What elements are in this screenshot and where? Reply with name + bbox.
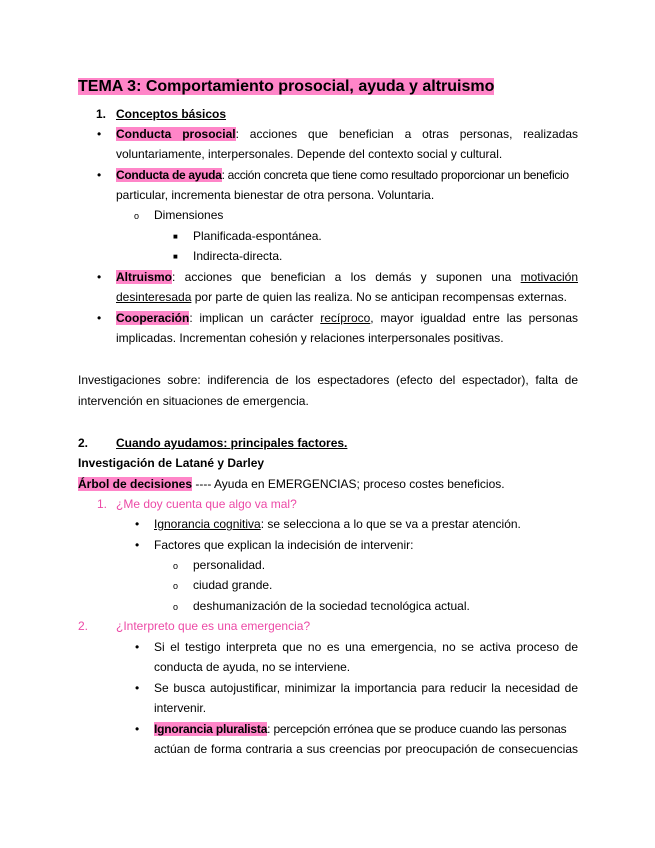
altruismo-line-1 [116, 267, 578, 288]
circle-bullet-icon: o [134, 211, 140, 221]
definition-text: ---- Ayuda en EMERGENCIAS; proceso costes beneficios. [192, 477, 505, 491]
dimension-item: Indirecta-directa. [193, 249, 283, 263]
underlined-text: motivación [520, 270, 578, 284]
autojustificar-line-2: intervenir. [154, 701, 207, 715]
testigo-line-1: Si el testigo interpreta que no es una emergencia, no se activa proceso de [154, 640, 578, 654]
underlined-text: desinteresada [116, 290, 192, 304]
autojustificar-line-1: Se busca autojustificar, minimizar la importancia para reducir la necesidad de [154, 681, 578, 695]
bullet-icon: • [135, 722, 140, 736]
circle-bullet-icon: o [173, 561, 179, 571]
circle-bullet-icon: o [173, 602, 179, 612]
section-1-number: 1. [96, 107, 107, 121]
term-ignorancia-pluralista: Ignorancia pluralista [154, 722, 268, 736]
investigaciones-line-1: Investigaciones sobre: indiferencia de los espectadores (efecto del espectador), falta de [78, 373, 578, 387]
bullet-icon: • [135, 640, 140, 654]
definition-text: : acciones que benefician a otras personas, realizadas [235, 127, 578, 141]
question-2: ¿Interpreto que es una emergencia? [116, 619, 311, 633]
definition-text: : se selecciona a lo que se va a prestar atención. [260, 517, 521, 531]
dimensiones-label: Dimensiones [154, 208, 224, 222]
factor-item: deshumanización de la sociedad tecnológica actual. [193, 599, 470, 613]
definition-text: : percepción errónea que se produce cuando las personas [267, 722, 567, 736]
bullet-icon: • [135, 517, 140, 531]
investigaciones-line-2: intervención en situaciones de emergencia. [78, 394, 309, 408]
cooperacion-line-2: implicadas. Incrementan cohesión y relaciones interpersonales positivas. [116, 331, 504, 345]
question-1: ¿Me doy cuenta que algo va mal? [116, 497, 297, 511]
bullet-icon: • [97, 168, 102, 182]
bullet-icon: • [135, 681, 140, 695]
square-bullet-icon: ■ [173, 232, 178, 241]
definition-text: , mayor igualdad entre las personas [370, 311, 578, 325]
factor-item: ciudad grande. [193, 578, 273, 592]
arbol-decisiones-line [78, 474, 505, 495]
term-ignorancia-cognitiva: Ignorancia cognitiva [154, 517, 261, 531]
term-cooperacion: Cooperación [116, 311, 190, 325]
factor-item: personalidad. [193, 558, 266, 572]
underlined-text: recíproco [320, 311, 371, 325]
question-1-number: 1. [97, 497, 108, 511]
definition-text: : implican un carácter [189, 311, 321, 325]
page-title [78, 77, 494, 97]
cooperacion-line-1 [116, 308, 578, 329]
term-altruismo: Altruismo [116, 270, 173, 284]
bullet-icon: • [97, 270, 102, 284]
conducta-ayuda-line-2: particular, incrementa bienestar de otra persona. Voluntaria. [116, 188, 435, 202]
subheading-latane-darley: Investigación de Latané y Darley [78, 456, 265, 470]
dimension-item: Planificada-espontánea. [193, 229, 322, 243]
square-bullet-icon: ■ [173, 252, 178, 261]
conducta-prosocial-line-1 [116, 124, 578, 145]
ignorancia-pluralista-line-1 [154, 719, 566, 740]
term-arbol-decisiones: Árbol de decisiones [78, 477, 193, 491]
circle-bullet-icon: o [173, 581, 179, 591]
bullet-icon: • [97, 311, 102, 325]
ignorancia-cognitiva-line [154, 514, 521, 535]
bullet-icon: • [97, 127, 102, 141]
definition-text: : acción concreta que tiene como resultado proporcionar un beneficio [221, 168, 569, 182]
conducta-prosocial-line-2: voluntariamente, interpersonales. Depende del contexto social y cultural. [116, 147, 503, 161]
definition-text: por parte de quien las realiza. No se anticipan recompensas externas. [191, 290, 567, 304]
section-2-number: 2. [78, 436, 89, 450]
title-highlight: TEMA 3: Comportamiento prosocial, ayuda y altruismo [78, 78, 495, 95]
ignorancia-pluralista-line-2: actúan de forma contraria a sus creencias por preocupación de consecuencias [154, 742, 578, 756]
testigo-line-2: conducta de ayuda, no se interviene. [154, 660, 351, 674]
term-conducta-prosocial: Conducta prosocial [116, 127, 236, 141]
factores-line: Factores que explican la indecisión de intervenir: [154, 538, 414, 552]
bullet-icon: • [135, 538, 140, 552]
altruismo-line-2 [116, 287, 567, 308]
section-1-heading: Conceptos básicos [116, 107, 227, 121]
section-2-heading: Cuando ayudamos: principales factores. [116, 436, 348, 450]
question-2-number: 2. [78, 619, 89, 633]
conducta-ayuda-line-1 [116, 165, 569, 186]
term-conducta-ayuda: Conducta de ayuda [116, 168, 222, 182]
definition-text: : acciones que benefician a los demás y suponen una [172, 270, 521, 284]
